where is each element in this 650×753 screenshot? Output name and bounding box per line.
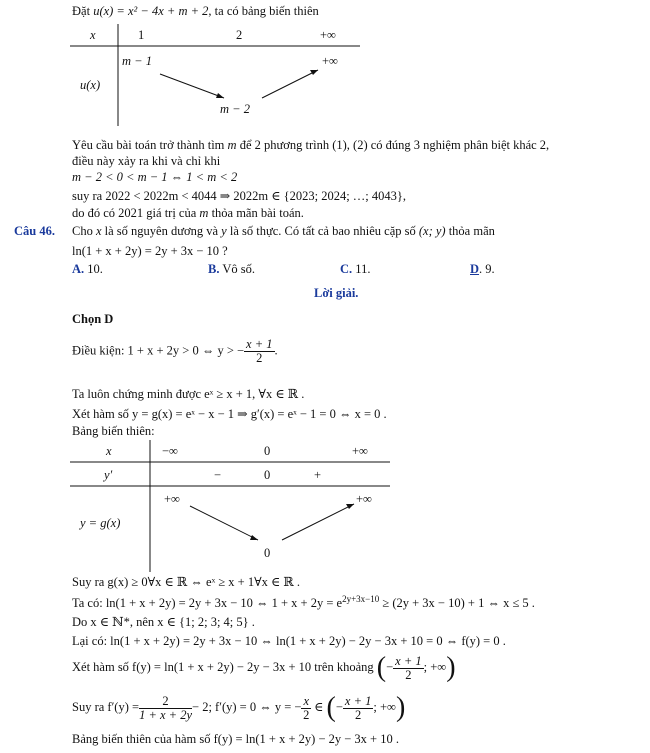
intro-text-end: , ta có bảng biến thiên [208, 4, 319, 18]
text1-line1: Yêu cầu bài toán trở thành tìm m để 2 phương trình (1), (2) có đúng 3 nghiệm phân biệt khác 2, [72, 138, 550, 152]
solution-bbt-label: Bảng biến thiên: [72, 424, 155, 438]
text1-line3: m − 2 < 0 < m − 1 ⇔ 1 < m < 2 [72, 170, 238, 184]
table1-header-2: 2 [236, 28, 243, 42]
condition-fraction: $\frac{x + 1}{2}$ [246, 337, 273, 365]
table2-arrowhead-down [250, 535, 258, 540]
after-line4: Lại có: ln(1 + x + 2y) = 2y + 3x − 10 ⇔ ln(1 + x + 2y) − 2y − 3x + 10 = 0 ⇔ f(y) = 0 . [72, 634, 506, 648]
table2-header-pinf: +∞ [352, 444, 368, 458]
table1-arrowhead-down [216, 93, 224, 98]
table2-header-x: x [106, 444, 112, 458]
table1-header-x: x [90, 28, 96, 42]
derivative-fraction: $\frac{2}{1 + x + 2y}$ [139, 693, 193, 722]
table2-derivative-plus: + [314, 468, 322, 482]
table1-arrowhead-up [310, 70, 318, 75]
table1-value-m2: m − 2 [220, 102, 250, 116]
table2-header-0: 0 [264, 444, 271, 458]
table2-derivative-zero: 0 [264, 468, 271, 482]
interval-fraction-1: $\frac{x + 1}{2}$ [395, 653, 422, 682]
table1-arrow-up [262, 70, 318, 98]
table2-value-left: +∞ [164, 492, 180, 506]
option-a[interactable]: A. 10. [72, 262, 103, 276]
table1-value-m1: m − 1 [122, 54, 152, 68]
table2-value-right: +∞ [356, 492, 372, 506]
table1-header-1: 1 [138, 28, 145, 42]
table2-row-label: y = g(x) [80, 516, 121, 530]
intro-text: Đặt [72, 4, 94, 18]
question-equation: ln(1 + x + 2y) = 2y + 3x − 10 ? [72, 244, 228, 258]
solution-condition: Điều kiện: 1 + x + 2y > 0 ⇔ y > − $\frac{x + 1}{2}$ . [72, 337, 278, 365]
option-c[interactable]: C. 11. [340, 262, 371, 276]
solution-header: Lời giải. [314, 286, 359, 300]
option-d[interactable]: D. 9. [470, 262, 495, 276]
table2-arrow-up [282, 504, 354, 540]
text1-line5: do đó có 2021 giá trị của m thỏa mãn bài toán. [72, 206, 304, 220]
solution-function: Xét hàm số y = g(x) = eˣ − x − 1 ⇒ g′(x) = eˣ − 1 = 0 ⇔ x = 0 . [72, 407, 387, 421]
text1-line2: điều này xảy ra khi và chỉ khi [72, 154, 221, 168]
interval-fraction-2: $\frac{x + 1}{2}$ [344, 693, 372, 722]
text1-line4: suy ra 2022 < 2022m < 4044 ⇒ 2022m ∈ {2023; 2024; …; 4043}, [72, 189, 407, 203]
table2-header-minf: −∞ [162, 444, 178, 458]
question-text: Cho x là số nguyên dương và y là số thực. Có tất cả bao nhiêu cặp số (x; y) thỏa mãn [72, 224, 495, 238]
table1-header-inf: +∞ [320, 28, 336, 42]
solution-prove: Ta luôn chứng minh được eˣ ≥ x + 1, ∀x ∈ ℝ . [72, 387, 305, 401]
after-line7: Bảng biến thiên của hàm số f(y) = ln(1 + x + 2y) − 2y − 3x + 10 . [72, 732, 399, 746]
solution-choice: Chọn D [72, 312, 114, 326]
after-line1: Suy ra g(x) ≥ 0∀x ∈ ℝ ⇔ eˣ ≥ x + 1∀x ∈ ℝ . [72, 575, 301, 589]
table2-derivative-minus: − [214, 468, 222, 482]
intro-formula: u(x) = x² − 4x + m + 2 [93, 4, 209, 18]
table1-row-label: u(x) [80, 78, 101, 92]
table2-derivative-label: y′ [104, 468, 113, 482]
after-line5: Xét hàm số f(y) = ln(1 + x + 2y) − 2y − 3x + 10 trên khoảng (− $\frac{x + 1}{2}$ ; +∞) [72, 652, 456, 683]
question-label: Câu 46. [14, 224, 55, 238]
table2-arrowhead-up [346, 504, 354, 509]
after-line2: Ta có: ln(1 + x + 2y) = 2y + 3x − 10 ⇔ $1 + x + 2y = e^{2y+3x-10} \ge (2y + 3x - 10) + 1$ ⇔ x ≤ 5 . [72, 594, 535, 611]
critical-fraction: $\frac{x}{2}$ [303, 693, 310, 722]
table2-arrow-down [190, 506, 258, 540]
after-line3: Do x ∈ ℕ*, nên x ∈ {1; 2; 3; 4; 5} . [72, 615, 255, 629]
table1-arrow-down [160, 74, 224, 98]
after-line6: Suy ra f′(y) = $\frac{2}{1 + x + 2y}$ − 2; f′(y) = 0 ⇔ y = − $\frac{x}{2}$ ∈ (− $\frac{x + 1}{2}$ ; +∞) [72, 692, 406, 723]
table1-value-inf: +∞ [322, 54, 338, 68]
table2-value-min: 0 [264, 546, 271, 560]
option-b[interactable]: B. Vô số. [208, 262, 256, 276]
